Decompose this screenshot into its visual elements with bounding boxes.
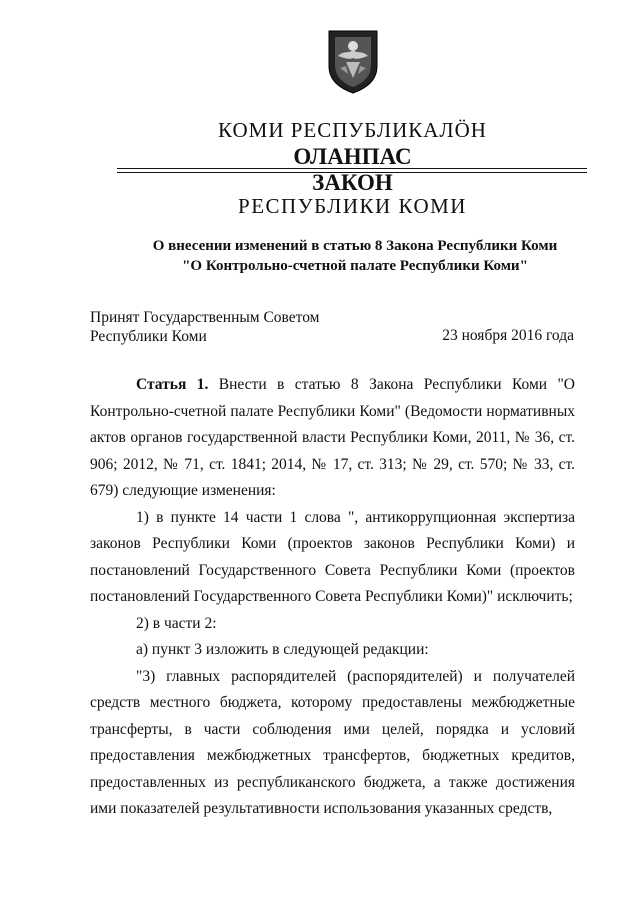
header-republic-komi-language: КОМИ РЕСПУБЛИКАЛÖН — [218, 118, 487, 142]
article-1-intro-text: Внести в статью 8 Закона Республики Коми "О Контрольно-счетной палате Республики Коми" (Ведомости нормативных актов органов государственной власти Республики Коми, 2011, № 36, ст. 906; 2012, № 71, ст. 1841; 2014, № 17, ст. 313; № 29, ст. 570; № 33, ст. 679) следующие изменения: — [90, 376, 575, 499]
adoption-date: 23 ноября 2016 года — [442, 327, 574, 344]
header-divider — [117, 168, 587, 169]
amendment-quote: "3) главных распорядителей (распорядителей) и получателей средств местного бюджета, которому предоставлены межбюджетные трансферты, в части соблюдения ими целей, порядка и условий предоставления межбюджетных трансфертов, бюджетных кредитов, предоставленных из республиканского бюджета, а также достижения ими показателей результативности использования указанных средств, — [90, 667, 575, 817]
law-title-line1: О внесении изменений в статью 8 Закона Республики Коми — [152, 238, 558, 254]
article-body — [90, 372, 575, 823]
coat-of-arms-icon — [326, 28, 380, 94]
adoption-line1: Принят Государственным Советом — [90, 309, 320, 326]
adoption-line2: Республики Коми — [90, 328, 207, 345]
header-republic: РЕСПУБЛИКИ КОМИ — [238, 194, 467, 218]
law-title-line2: "О Контрольно-счетной палате Республики Коми" — [182, 258, 528, 274]
amendment-item-2: 2) в части 2: — [136, 614, 217, 632]
article-1-intro — [90, 372, 575, 505]
amendment-item-1: 1) в пункте 14 части 1 слова ", антикоррупционная экспертиза законов Республики Коми (проектов законов Республики Коми) и постановлений Государственного Совета Республики Коми (проектов постановлений Государственного Совета Республики Коми)" исключить; — [90, 508, 575, 605]
article-1-label: Статья 1. — [136, 376, 209, 393]
header-law: ЗАКОН — [312, 170, 393, 195]
header-law-komi-language: ОЛАНПАС — [293, 144, 412, 169]
amendment-item-2a: а) пункт 3 изложить в следующей редакции: — [136, 641, 429, 658]
adoption-block — [90, 308, 320, 346]
